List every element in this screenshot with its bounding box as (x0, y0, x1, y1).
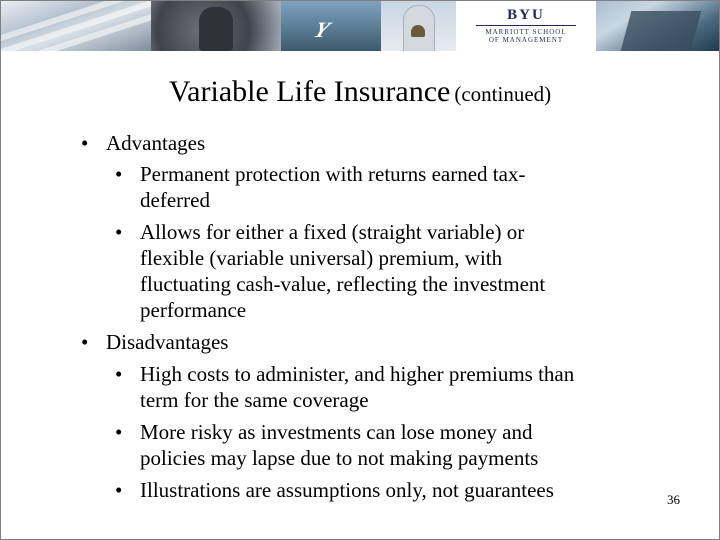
list-item-line: policies may lapse due to not making payments (140, 446, 539, 470)
list-item-line: Illustrations are assumptions only, not guarantees (140, 478, 554, 502)
list-item-line: flexible (variable universal) premium, with (140, 246, 503, 270)
bullet-icon: • (81, 131, 89, 155)
slide-title-sub: (continued) (454, 82, 552, 106)
byu-logo-subtitle-2: OF MANAGEMENT (488, 36, 564, 44)
byu-logo-title: BYU (507, 7, 545, 23)
bullet-icon: • (115, 162, 123, 186)
list-item-line: fluctuating cash-value, reflecting the investment (140, 272, 546, 296)
byu-logo-subtitle-1: MARRIOTT SCHOOL (485, 28, 567, 36)
list-item-line: More risky as investments can lose money and (140, 420, 533, 444)
bullet-icon: • (115, 420, 123, 444)
page-number: 36 (667, 492, 680, 507)
banner-photo-mountain: Y (281, 1, 381, 51)
slide-title-main: Variable Life Insurance (168, 75, 451, 108)
bullet-icon: • (81, 330, 89, 354)
bullet-icon: • (115, 220, 123, 244)
list-item-line: High costs to administer, and higher premiums than (140, 362, 575, 386)
list-item-line: Allows for either a fixed (straight variable) or (140, 220, 525, 244)
list-item-line: performance (140, 298, 247, 322)
section-heading-advantages: Advantages (106, 131, 206, 155)
bullet-icon: • (115, 478, 123, 502)
list-item-line: term for the same coverage (140, 388, 369, 412)
bullet-icon: • (115, 362, 123, 386)
section-heading-disadvantages: Disadvantages (106, 330, 229, 354)
slide-body (1, 1, 719, 539)
list-item-line: Permanent protection with returns earned tax- (140, 162, 526, 186)
list-item-line: deferred (140, 188, 210, 212)
